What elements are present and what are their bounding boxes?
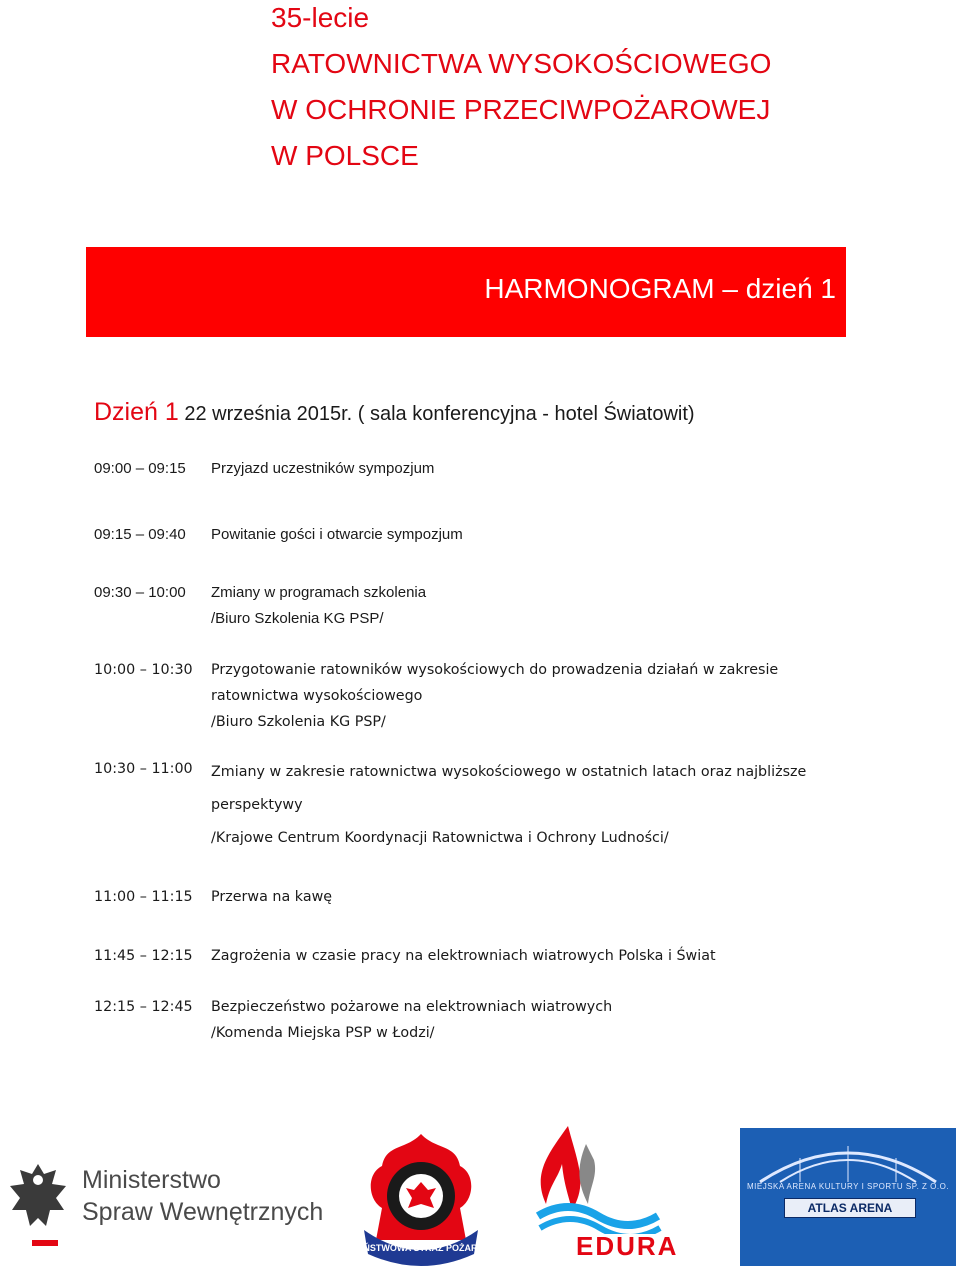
atlas-arena-logo (740, 1128, 956, 1266)
schedule-source: /Krajowe Centrum Koordynacji Ratownictwa i Ochrony Ludności/ (211, 830, 669, 846)
schedule-item (94, 580, 854, 632)
flame-wave-icon (528, 1124, 700, 1234)
schedule-item (94, 456, 854, 482)
atlas-company-name: MIEJSKA ARENA KULTURY I SPORTU SP. Z O.O. (746, 1182, 950, 1191)
schedule-time: 10:30 – 11:00 (94, 761, 193, 777)
schedule-text-cont: ratownictwa wysokościowego (211, 688, 423, 704)
fire-service-emblem-icon (356, 1130, 486, 1266)
schedule-text-cont: perspektywy (211, 797, 303, 813)
day-details: 22 września 2015r. ( sala konferencyjna - hotel Światowit) (178, 403, 695, 425)
schedule-time: 11:00 – 11:15 (94, 889, 193, 905)
mswia-logo (6, 1160, 336, 1264)
schedule-time: 09:15 – 09:40 (94, 526, 186, 543)
schedule-text: Zmiany w programach szkolenia (211, 584, 427, 601)
psp-logo (356, 1130, 486, 1266)
edura-logo (528, 1124, 700, 1266)
banner-text: HARMONOGRAM – dzień 1 (484, 273, 836, 304)
psp-text: PAŃSTWOWA STRAŻ POŻARNA (356, 1243, 486, 1253)
mswia-text (82, 1164, 323, 1228)
schedule-text: Przygotowanie ratowników wysokościowych do prowadzenia działań w zakresie (211, 662, 779, 678)
sponsor-logos (0, 1120, 960, 1268)
mswia-line-1: Ministerstwo (82, 1166, 221, 1194)
schedule-item (94, 756, 854, 855)
schedule-item (94, 884, 854, 910)
schedule-source: /Biuro Szkolenia KG PSP/ (211, 610, 384, 627)
title-line-4: W POLSCE (271, 140, 419, 171)
title-line-2: RATOWNICTWA WYSOKOŚCIOWEGO (271, 48, 772, 79)
schedule-source: /Biuro Szkolenia KG PSP/ (211, 714, 386, 730)
schedule-text: Powitanie gości i otwarcie sympozjum (211, 526, 463, 543)
schedule-time: 09:30 – 10:00 (94, 584, 186, 601)
edura-text: EDURA (576, 1231, 679, 1261)
schedule-banner (86, 247, 846, 337)
atlas-badge: ATLAS ARENA (784, 1198, 916, 1218)
schedule-time: 11:45 – 12:15 (94, 948, 193, 964)
schedule-item (94, 657, 854, 735)
schedule-time: 12:15 – 12:45 (94, 999, 193, 1015)
eagle-icon (6, 1160, 70, 1246)
schedule-item (94, 943, 854, 969)
schedule-time: 10:00 – 10:30 (94, 662, 193, 678)
schedule-text: Przerwa na kawę (211, 889, 333, 905)
schedule-text: Przyjazd uczestników sympozjum (211, 460, 435, 477)
schedule-item (94, 994, 854, 1046)
arena-roof-icon (740, 1128, 956, 1188)
title-line-1: 35-lecie (271, 2, 370, 33)
mswia-line-2: Spraw Wewnętrznych (82, 1198, 324, 1226)
schedule-time: 09:00 – 09:15 (94, 460, 186, 477)
schedule-text: Zmiany w zakresie ratownictwa wysokościowego w ostatnich latach oraz najbliższe (211, 764, 807, 780)
day-label: Dzień 1 (94, 398, 179, 426)
schedule-item (94, 522, 854, 548)
event-title (271, 0, 911, 179)
day-heading (94, 398, 695, 427)
schedule-text: Zagrożenia w czasie pracy na elektrowniach wiatrowych Polska i Świat (211, 948, 716, 964)
title-line-3: W OCHRONIE PRZECIWPOŻAROWEJ (271, 94, 771, 125)
schedule-source: /Komenda Miejska PSP w Łodzi/ (211, 1025, 435, 1041)
schedule-text: Bezpieczeństwo pożarowe na elektrowniach wiatrowych (211, 999, 613, 1015)
